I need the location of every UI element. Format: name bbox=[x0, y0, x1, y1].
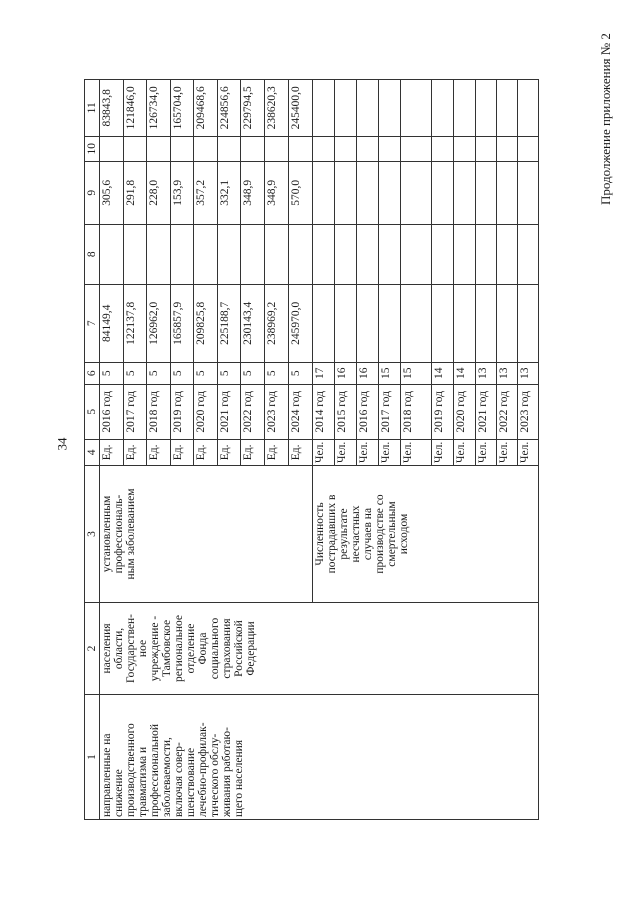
empty-cell bbox=[379, 136, 401, 161]
value-cell: 14 bbox=[454, 362, 476, 384]
value-cell bbox=[194, 136, 218, 161]
value-cell: 305,6 bbox=[100, 161, 124, 224]
empty-cell bbox=[379, 224, 401, 284]
value-cell: 348,9 bbox=[241, 161, 265, 224]
unit-cell: Чел. bbox=[379, 439, 401, 465]
empty-cell bbox=[518, 79, 539, 136]
empty-cell bbox=[313, 79, 335, 136]
empty-cell bbox=[313, 161, 335, 224]
value-cell: 126962,0 bbox=[147, 284, 171, 362]
year-cell: 2022 год bbox=[497, 384, 518, 439]
value-cell: 5 bbox=[194, 362, 218, 384]
value-cell: 209825,8 bbox=[194, 284, 218, 362]
value-cell: 224856,6 bbox=[218, 79, 241, 136]
value-cell: 228,0 bbox=[147, 161, 171, 224]
year-cell: 2017 год bbox=[379, 384, 401, 439]
value-cell: 348,9 bbox=[265, 161, 289, 224]
value-cell: 13 bbox=[476, 362, 497, 384]
empty-cell bbox=[401, 79, 432, 136]
year-cell: 2016 год bbox=[100, 384, 124, 439]
value-cell: 84149,4 bbox=[100, 284, 124, 362]
unit-cell: Чел. bbox=[518, 439, 539, 465]
value-cell: 83843,8 bbox=[100, 79, 124, 136]
header-cell: 1 bbox=[85, 695, 100, 820]
unit-cell: Ед. bbox=[241, 439, 265, 465]
unit-cell: Ед. bbox=[100, 439, 124, 465]
header-cell: 4 bbox=[85, 439, 100, 465]
value-cell bbox=[171, 224, 194, 284]
year-cell: 2023 год bbox=[265, 384, 289, 439]
value-cell: 5 bbox=[100, 362, 124, 384]
value-cell: 238620,3 bbox=[265, 79, 289, 136]
unit-cell: Ед. bbox=[194, 439, 218, 465]
year-cell: 2017 год bbox=[124, 384, 147, 439]
unit-cell: Ед. bbox=[124, 439, 147, 465]
empty-cell bbox=[518, 224, 539, 284]
value-cell: 122137,8 bbox=[124, 284, 147, 362]
value-cell: 332,1 bbox=[218, 161, 241, 224]
empty-cell bbox=[497, 79, 518, 136]
value-cell: 13 bbox=[497, 362, 518, 384]
value-cell: 121846,0 bbox=[124, 79, 147, 136]
value-cell: 15 bbox=[401, 362, 432, 384]
empty-cell bbox=[497, 136, 518, 161]
empty-cell bbox=[454, 136, 476, 161]
header-cell: 5 bbox=[85, 384, 100, 439]
empty-cell bbox=[335, 161, 357, 224]
year-cell: 2023 год bbox=[518, 384, 539, 439]
year-cell: 2021 год bbox=[218, 384, 241, 439]
value-cell bbox=[147, 136, 171, 161]
empty-cell bbox=[476, 136, 497, 161]
value-cell bbox=[100, 224, 124, 284]
value-cell bbox=[171, 136, 194, 161]
table-body bbox=[85, 79, 539, 819]
empty-cell bbox=[379, 79, 401, 136]
value-cell: 245400,0 bbox=[289, 79, 313, 136]
header-cell: 11 bbox=[85, 79, 100, 136]
value-cell bbox=[124, 224, 147, 284]
header-cell: 3 bbox=[85, 466, 100, 603]
empty-cell bbox=[476, 284, 497, 362]
empty-cell bbox=[379, 161, 401, 224]
value-cell: 16 bbox=[335, 362, 357, 384]
value-cell: 238969,2 bbox=[265, 284, 289, 362]
header-cell: 6 bbox=[85, 362, 100, 384]
empty-cell bbox=[454, 161, 476, 224]
value-cell: 5 bbox=[265, 362, 289, 384]
value-cell bbox=[218, 224, 241, 284]
value-cell bbox=[289, 224, 313, 284]
value-cell: 126734,0 bbox=[147, 79, 171, 136]
year-cell: 2024 год bbox=[289, 384, 313, 439]
value-cell bbox=[289, 136, 313, 161]
empty-cell bbox=[313, 136, 335, 161]
empty-cell bbox=[432, 79, 454, 136]
unit-cell: Ед. bbox=[147, 439, 171, 465]
value-cell: 15 bbox=[379, 362, 401, 384]
unit-cell: Чел. bbox=[476, 439, 497, 465]
empty-cell bbox=[335, 284, 357, 362]
year-cell: 2020 год bbox=[454, 384, 476, 439]
empty-cell bbox=[357, 136, 379, 161]
empty-cell bbox=[432, 136, 454, 161]
value-cell: 17 bbox=[313, 362, 335, 384]
year-cell: 2016 год bbox=[357, 384, 379, 439]
header-row bbox=[85, 79, 100, 819]
empty-cell bbox=[476, 224, 497, 284]
value-cell: 16 bbox=[357, 362, 379, 384]
empty-cell bbox=[335, 136, 357, 161]
value-cell bbox=[100, 136, 124, 161]
empty-cell bbox=[497, 284, 518, 362]
value-cell bbox=[194, 224, 218, 284]
empty-cell bbox=[432, 224, 454, 284]
indicator-fatal-accidents: Численность пострадавших в результате несчастных случаев на производстве со смертельным исходом bbox=[313, 466, 539, 603]
value-cell: 153,9 bbox=[171, 161, 194, 224]
indicators-table bbox=[84, 79, 539, 820]
unit-cell: Ед. bbox=[171, 439, 194, 465]
unit-cell: Чел. bbox=[454, 439, 476, 465]
year-cell: 2019 год bbox=[432, 384, 454, 439]
value-cell: 165704,0 bbox=[171, 79, 194, 136]
empty-cell bbox=[401, 161, 432, 224]
empty-cell bbox=[313, 224, 335, 284]
value-cell: 165857,9 bbox=[171, 284, 194, 362]
value-cell: 5 bbox=[218, 362, 241, 384]
empty-cell bbox=[518, 284, 539, 362]
empty-cell bbox=[357, 161, 379, 224]
empty-cell bbox=[335, 224, 357, 284]
unit-cell: Чел. bbox=[497, 439, 518, 465]
appendix-label: Продолжение приложения № 2 bbox=[598, 33, 613, 205]
value-cell bbox=[241, 224, 265, 284]
empty-cell bbox=[335, 79, 357, 136]
value-cell: 245970,0 bbox=[289, 284, 313, 362]
value-cell: 225188,7 bbox=[218, 284, 241, 362]
unit-cell: Чел. bbox=[401, 439, 432, 465]
value-cell: 291,8 bbox=[124, 161, 147, 224]
value-cell bbox=[147, 224, 171, 284]
empty-cell bbox=[476, 79, 497, 136]
empty-cell bbox=[518, 136, 539, 161]
empty-cell bbox=[357, 79, 379, 136]
unit-cell: Ед. bbox=[289, 439, 313, 465]
empty-cell bbox=[313, 284, 335, 362]
empty-cell bbox=[454, 284, 476, 362]
value-cell: 230143,4 bbox=[241, 284, 265, 362]
value-cell bbox=[241, 136, 265, 161]
value-cell: 5 bbox=[124, 362, 147, 384]
value-cell: 209468,6 bbox=[194, 79, 218, 136]
year-cell: 2015 год bbox=[335, 384, 357, 439]
empty-cell bbox=[454, 224, 476, 284]
unit-cell: Чел. bbox=[432, 439, 454, 465]
value-cell: 5 bbox=[147, 362, 171, 384]
executor-cell: населения области, Государствен- ное учреждение - Тамбовское региональное отделение Фонда социального страхования Российской Федерации bbox=[100, 603, 539, 695]
value-cell: 229794,5 bbox=[241, 79, 265, 136]
empty-cell bbox=[518, 161, 539, 224]
value-cell: 13 bbox=[518, 362, 539, 384]
value-cell: 5 bbox=[171, 362, 194, 384]
empty-cell bbox=[357, 224, 379, 284]
year-cell: 2022 год bbox=[241, 384, 265, 439]
empty-cell bbox=[401, 136, 432, 161]
value-cell: 5 bbox=[241, 362, 265, 384]
year-cell: 2018 год bbox=[147, 384, 171, 439]
year-cell: 2021 год bbox=[476, 384, 497, 439]
value-cell bbox=[218, 136, 241, 161]
value-cell: 14 bbox=[432, 362, 454, 384]
value-cell: 570,0 bbox=[289, 161, 313, 224]
value-cell bbox=[265, 224, 289, 284]
empty-cell bbox=[401, 284, 432, 362]
program-measure-cell: направленные на снижение производственного травматизма и профессиональной заболеваемости, включая совер- шенствование лечебно-профилак- тического обслу- живания работаю- щего населения bbox=[100, 695, 539, 820]
unit-cell: Ед. bbox=[265, 439, 289, 465]
year-cell: 2014 год bbox=[313, 384, 335, 439]
unit-cell: Чел. bbox=[335, 439, 357, 465]
unit-cell: Чел. bbox=[357, 439, 379, 465]
header-cell: 8 bbox=[85, 224, 100, 284]
year-cell: 2020 год bbox=[194, 384, 218, 439]
header-cell: 10 bbox=[85, 136, 100, 161]
page-number: 34 bbox=[54, 437, 70, 451]
unit-cell: Ед. bbox=[218, 439, 241, 465]
value-cell: 5 bbox=[289, 362, 313, 384]
value-cell bbox=[124, 136, 147, 161]
indicator-occupational-disease: установленным профессиональ- ным заболеванием bbox=[100, 466, 313, 603]
year-cell: 2019 год bbox=[171, 384, 194, 439]
empty-cell bbox=[454, 79, 476, 136]
empty-cell bbox=[401, 224, 432, 284]
empty-cell bbox=[497, 224, 518, 284]
empty-cell bbox=[497, 161, 518, 224]
year-cell: 2018 год bbox=[401, 384, 432, 439]
value-cell: 357,2 bbox=[194, 161, 218, 224]
empty-cell bbox=[379, 284, 401, 362]
table-row bbox=[100, 79, 124, 819]
value-cell bbox=[265, 136, 289, 161]
header-cell: 2 bbox=[85, 603, 100, 695]
header-cell: 7 bbox=[85, 284, 100, 362]
empty-cell bbox=[357, 284, 379, 362]
unit-cell: Чел. bbox=[313, 439, 335, 465]
empty-cell bbox=[432, 284, 454, 362]
empty-cell bbox=[432, 161, 454, 224]
empty-cell bbox=[476, 161, 497, 224]
header-cell: 9 bbox=[85, 161, 100, 224]
